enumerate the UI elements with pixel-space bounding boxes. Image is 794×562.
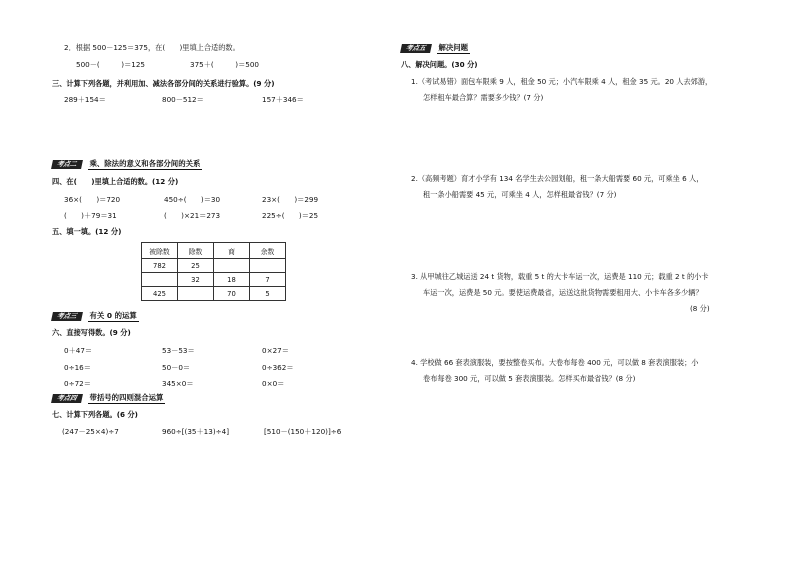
table-cell bbox=[250, 259, 286, 273]
table-cell: 425 bbox=[142, 287, 178, 301]
s7-item-3: [510－(150＋120)]÷6 bbox=[264, 427, 342, 436]
table-cell: 7 bbox=[250, 273, 286, 287]
q2-blank-b: 375＋( )＝500 bbox=[190, 60, 259, 69]
s4-r1-3: 23×( )＝299 bbox=[262, 195, 319, 204]
problem-3-score: (8 分) bbox=[690, 304, 710, 313]
table-header-cell: 余数 bbox=[250, 243, 286, 259]
table-cell bbox=[142, 273, 178, 287]
table-cell: 5 bbox=[250, 287, 286, 301]
topic-title: 有关 0 的运算 bbox=[89, 311, 137, 320]
topic-title: 带括号的四则混合运算 bbox=[89, 393, 164, 402]
problem-3-line-1: 3. 从甲城往乙城运送 24 t 货物，载重 5 t 的大卡车运一次，运费是 110 元；载重 2 t 的小卡 bbox=[411, 272, 709, 281]
problem-2-line-1: 2.（高频考题）育才小学有 134 名学生去公园划船，租一条大船需要 60 元，可乘坐 6 人， bbox=[411, 174, 704, 183]
s4-r2-3: 225÷( )＝25 bbox=[262, 211, 319, 220]
table-cell bbox=[178, 287, 214, 301]
s4-r2-1: ( )＋79＝31 bbox=[64, 211, 117, 220]
table-cell: 32 bbox=[178, 273, 214, 287]
table-header-row bbox=[142, 243, 286, 259]
table-row bbox=[142, 273, 286, 287]
table-cell: 25 bbox=[178, 259, 214, 273]
s3-item-1: 289＋154＝ bbox=[64, 95, 106, 104]
table-cell: 18 bbox=[214, 273, 250, 287]
section-5-heading: 五、填一填。(12 分) bbox=[52, 227, 122, 236]
table-cell: 782 bbox=[142, 259, 178, 273]
s3-item-2: 800－512＝ bbox=[162, 95, 204, 104]
section-8-heading: 八、解决问题。(30 分) bbox=[401, 60, 478, 69]
s4-r1-1: 36×( )＝720 bbox=[64, 195, 121, 204]
topic-title: 乘、除法的意义和各部分间的关系 bbox=[89, 159, 201, 168]
table-cell bbox=[214, 259, 250, 273]
s6-r3-3: 0×0＝ bbox=[262, 379, 285, 388]
s6-r2-3: 0÷362＝ bbox=[262, 363, 294, 372]
s7-item-2: 960÷[(35＋13)÷4] bbox=[162, 427, 230, 436]
topic-tag: 考点二 bbox=[51, 160, 82, 169]
topic-tag: 考点三 bbox=[51, 312, 82, 321]
q2-blank-a: 500－( )＝125 bbox=[76, 60, 145, 69]
s4-r1-2: 450÷( )＝30 bbox=[164, 195, 221, 204]
table-row bbox=[142, 287, 286, 301]
s4-r2-2: ( )×21＝273 bbox=[164, 211, 221, 220]
table-header-cell: 商 bbox=[214, 243, 250, 259]
problem-4-line-2: 卷布每卷 300 元，可以做 5 套表演服装。怎样买布最省钱？(8 分) bbox=[423, 374, 636, 383]
s7-item-1: (247－25×4)÷7 bbox=[62, 427, 119, 436]
topic-title: 解决问题 bbox=[438, 43, 469, 52]
section-3-heading: 三、计算下列各题，并利用加、减法各部分间的关系进行验算。(9 分) bbox=[52, 79, 275, 88]
topic-tag: 考点四 bbox=[51, 394, 82, 403]
s6-r1-2: 53－53＝ bbox=[162, 346, 195, 355]
table-row bbox=[142, 259, 286, 273]
topic-tag: 考点五 bbox=[400, 44, 431, 53]
topic-banner-4 bbox=[52, 393, 165, 404]
table-header-cell: 除数 bbox=[178, 243, 214, 259]
s6-r3-1: 0÷72＝ bbox=[64, 379, 91, 388]
table-header-cell: 被除数 bbox=[142, 243, 178, 259]
problem-1-line-1: 1.（考试易错）面包车限乘 9 人，租金 50 元；小汽车限乘 4 人，租金 35 元。20 人去郊游， bbox=[411, 77, 713, 86]
table-cell: 70 bbox=[214, 287, 250, 301]
problem-3-line-2: 车运一次，运费是 50 元。要使运费最省，运送这批货物需要租用大、小卡车各多少辆？ bbox=[423, 288, 703, 297]
problem-1-line-2: 怎样租车最合算？需要多少钱？(7 分) bbox=[423, 93, 544, 102]
topic-banner-2 bbox=[52, 159, 202, 170]
section-6-heading: 六、直接写得数。(9 分) bbox=[52, 328, 131, 337]
s6-r1-3: 0×27＝ bbox=[262, 346, 289, 355]
topic-banner-3 bbox=[52, 311, 139, 322]
s3-item-3: 157＋346＝ bbox=[262, 95, 304, 104]
s6-r3-2: 345×0＝ bbox=[162, 379, 194, 388]
q2-line: 2．根据 500－125＝375，在( )里填上合适的数。 bbox=[64, 43, 240, 52]
problem-4-line-1: 4. 学校做 66 套表演服装，要按整卷买布。大卷布每卷 400 元，可以做 8 套表演服装；小 bbox=[411, 358, 699, 367]
section-4-heading: 四、在( )里填上合适的数。(12 分) bbox=[52, 177, 179, 186]
s6-r2-1: 0÷16＝ bbox=[64, 363, 91, 372]
s6-r1-1: 0＋47＝ bbox=[64, 346, 93, 355]
division-table bbox=[141, 242, 286, 301]
problem-2-line-2: 租一条小船需要 45 元，可乘坐 4 人，怎样租最省钱？(7 分) bbox=[423, 190, 617, 199]
section-7-heading: 七、计算下列各题。(6 分) bbox=[52, 410, 138, 419]
s6-r2-2: 50－0＝ bbox=[162, 363, 191, 372]
topic-banner-5 bbox=[401, 43, 470, 54]
